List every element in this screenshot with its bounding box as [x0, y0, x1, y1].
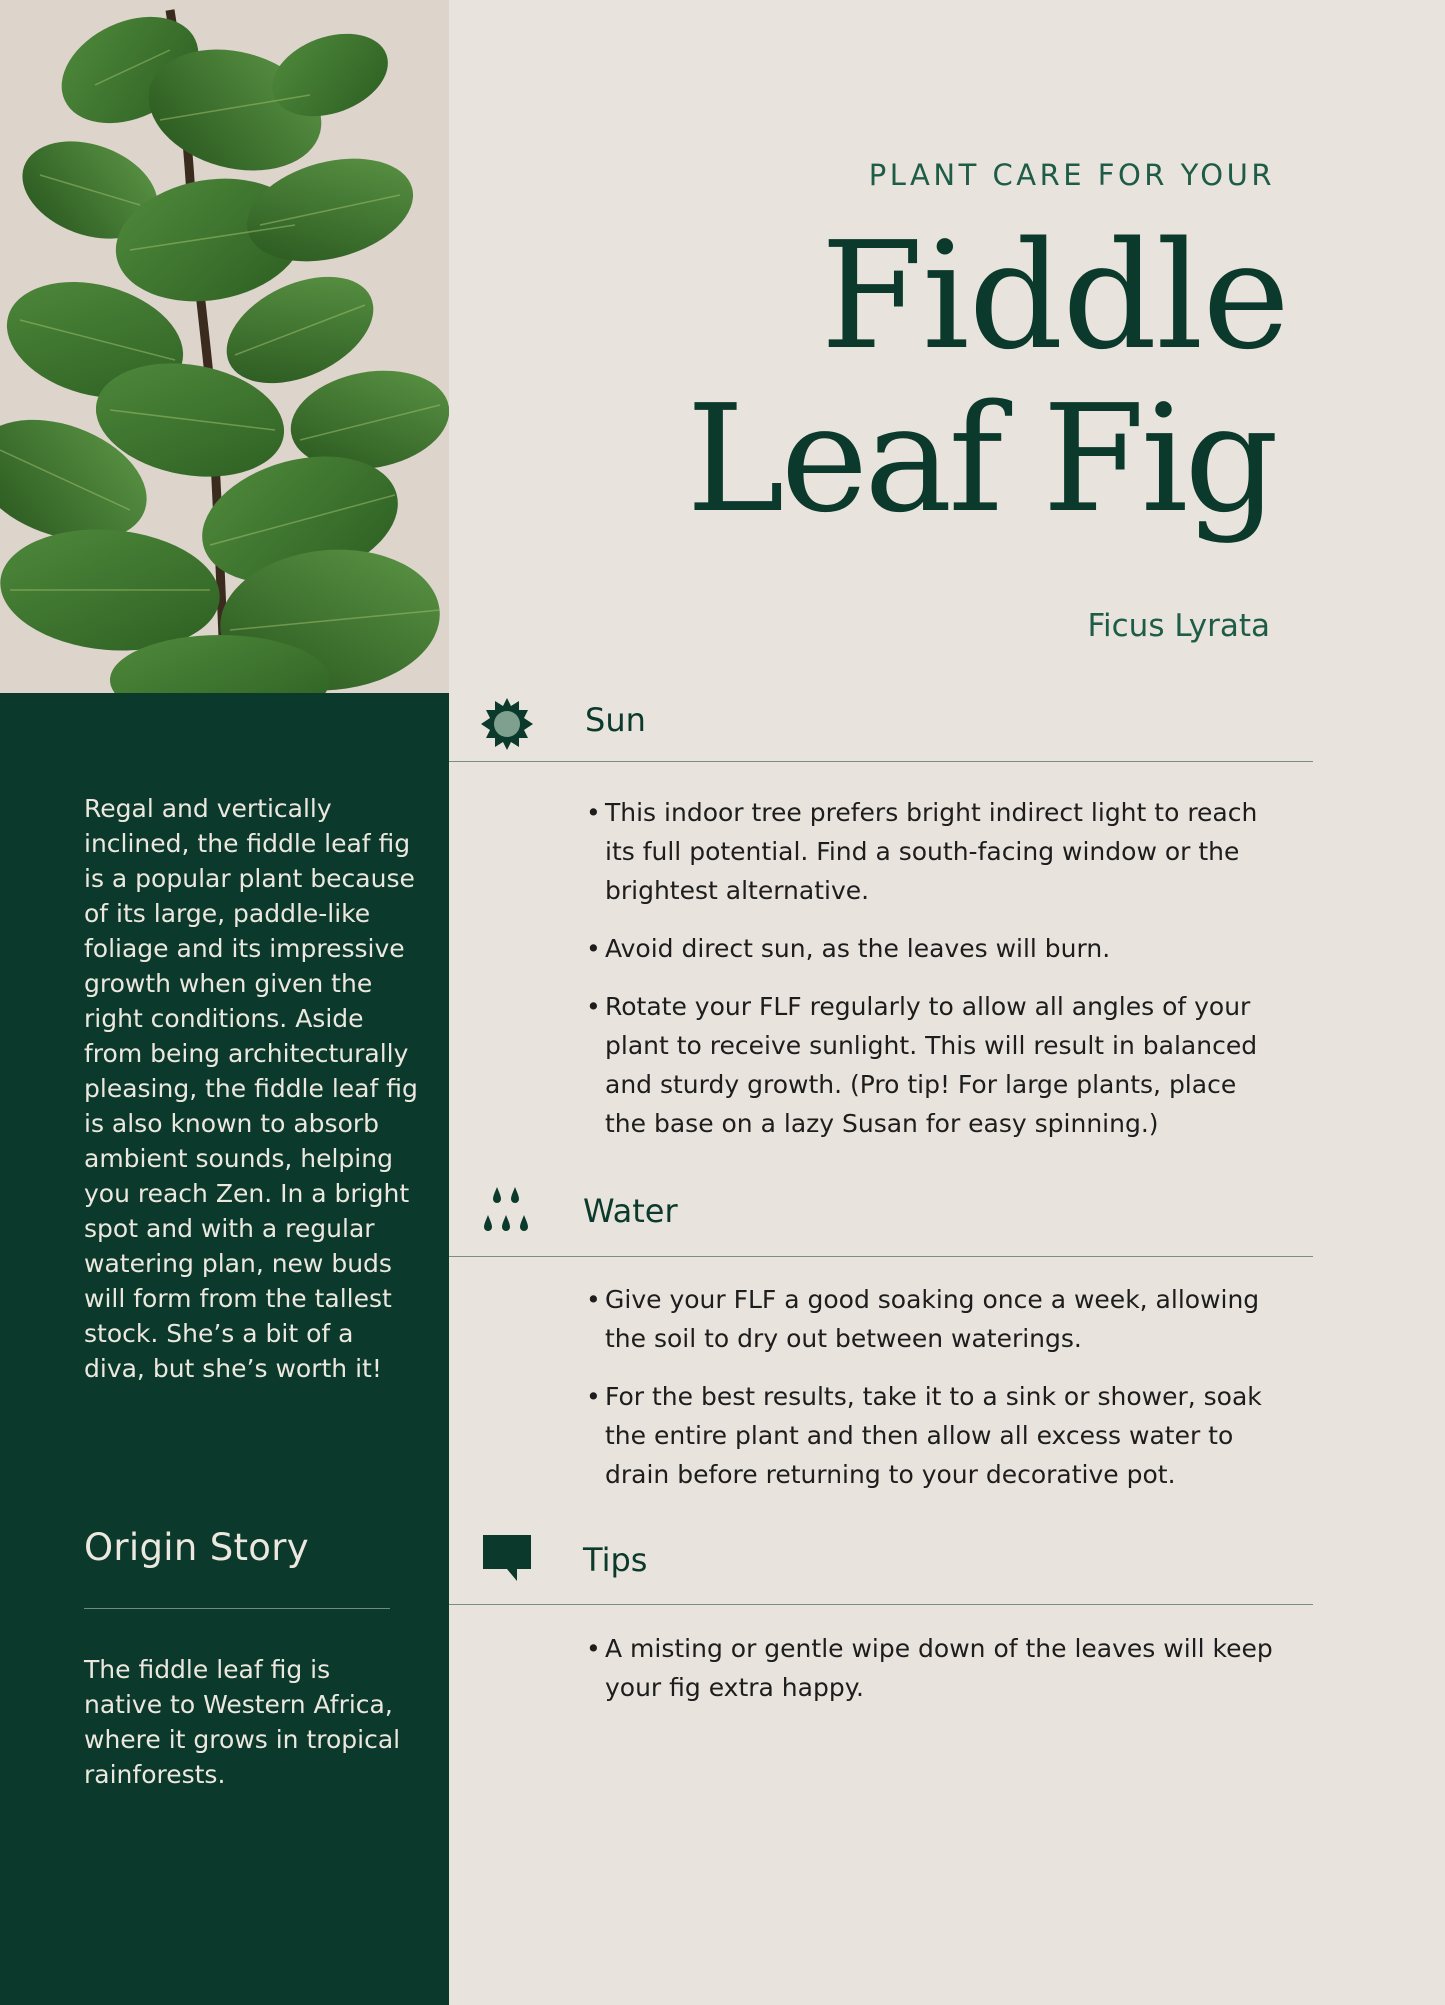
sidebar-panel	[0, 693, 449, 2005]
sun-list	[584, 793, 1284, 1162]
list-item: • Give your FLF a good soaking once a week, allowing the soil to dry out between waterings.	[584, 1280, 1284, 1358]
sun-section-header	[449, 692, 1313, 762]
list-item: • A misting or gentle wipe down of the leaves will keep your fig extra happy.	[584, 1629, 1284, 1707]
water-section-header	[449, 1187, 1313, 1257]
eyebrow-heading: PLANT CARE FOR YOUR	[868, 158, 1275, 192]
intro-paragraph: Regal and vertically inclined, the fiddle leaf fig is a popular plant because of its large, paddle-like foliage and its impressive growth when given the right conditions. Aside from being architecturally pleasing, the fiddle leaf fig is also known to absorb ambient sounds, helping you reach Zen. In a bright spot and with a regular watering plan, new buds will form from the tallest stock. She’s a bit of a diva, but she’s worth it!	[84, 794, 418, 1383]
sun-heading: Sun	[585, 701, 646, 739]
tips-list	[584, 1629, 1284, 1726]
list-item: • This indoor tree prefers bright indirect light to reach its full potential. Find a south-facing window or the brightest alternative.	[584, 793, 1284, 910]
water-heading: Water	[583, 1192, 678, 1230]
list-item: • Rotate your FLF regularly to allow all angles of your plant to receive sunlight. This will result in balanced and sturdy growth. (Pro tip! For large plants, place the base on a lazy Susan for easy spinning.)	[584, 987, 1284, 1143]
list-item: • For the best results, take it to a sink or shower, soak the entire plant and then allow all excess water to drain before returning to your decorative pot.	[584, 1377, 1284, 1494]
botanical-name: Ficus Lyrata	[1087, 608, 1270, 644]
speech-bubble-icon	[481, 1535, 533, 1587]
page-title-line-2: Leaf Fig	[686, 373, 1275, 545]
fiddle-leaf-fig-illustration	[0, 0, 449, 693]
sun-icon	[481, 698, 533, 750]
tips-divider	[449, 1604, 1313, 1605]
plant-photo	[0, 0, 449, 693]
water-drops-icon	[481, 1187, 533, 1239]
origin-divider	[84, 1608, 390, 1609]
tips-heading: Tips	[583, 1541, 648, 1579]
sun-divider	[449, 761, 1313, 762]
page-title-line-1: Fiddle	[820, 210, 1289, 382]
origin-story-heading: Origin Story	[84, 1526, 309, 1569]
list-item: • Avoid direct sun, as the leaves will burn.	[584, 929, 1284, 968]
water-list	[584, 1280, 1284, 1513]
water-divider	[449, 1256, 1313, 1257]
origin-story-text: The fiddle leaf fig is native to Western Africa, where it grows in tropical rainforests.	[84, 1655, 401, 1789]
tips-section-header	[449, 1535, 1313, 1605]
